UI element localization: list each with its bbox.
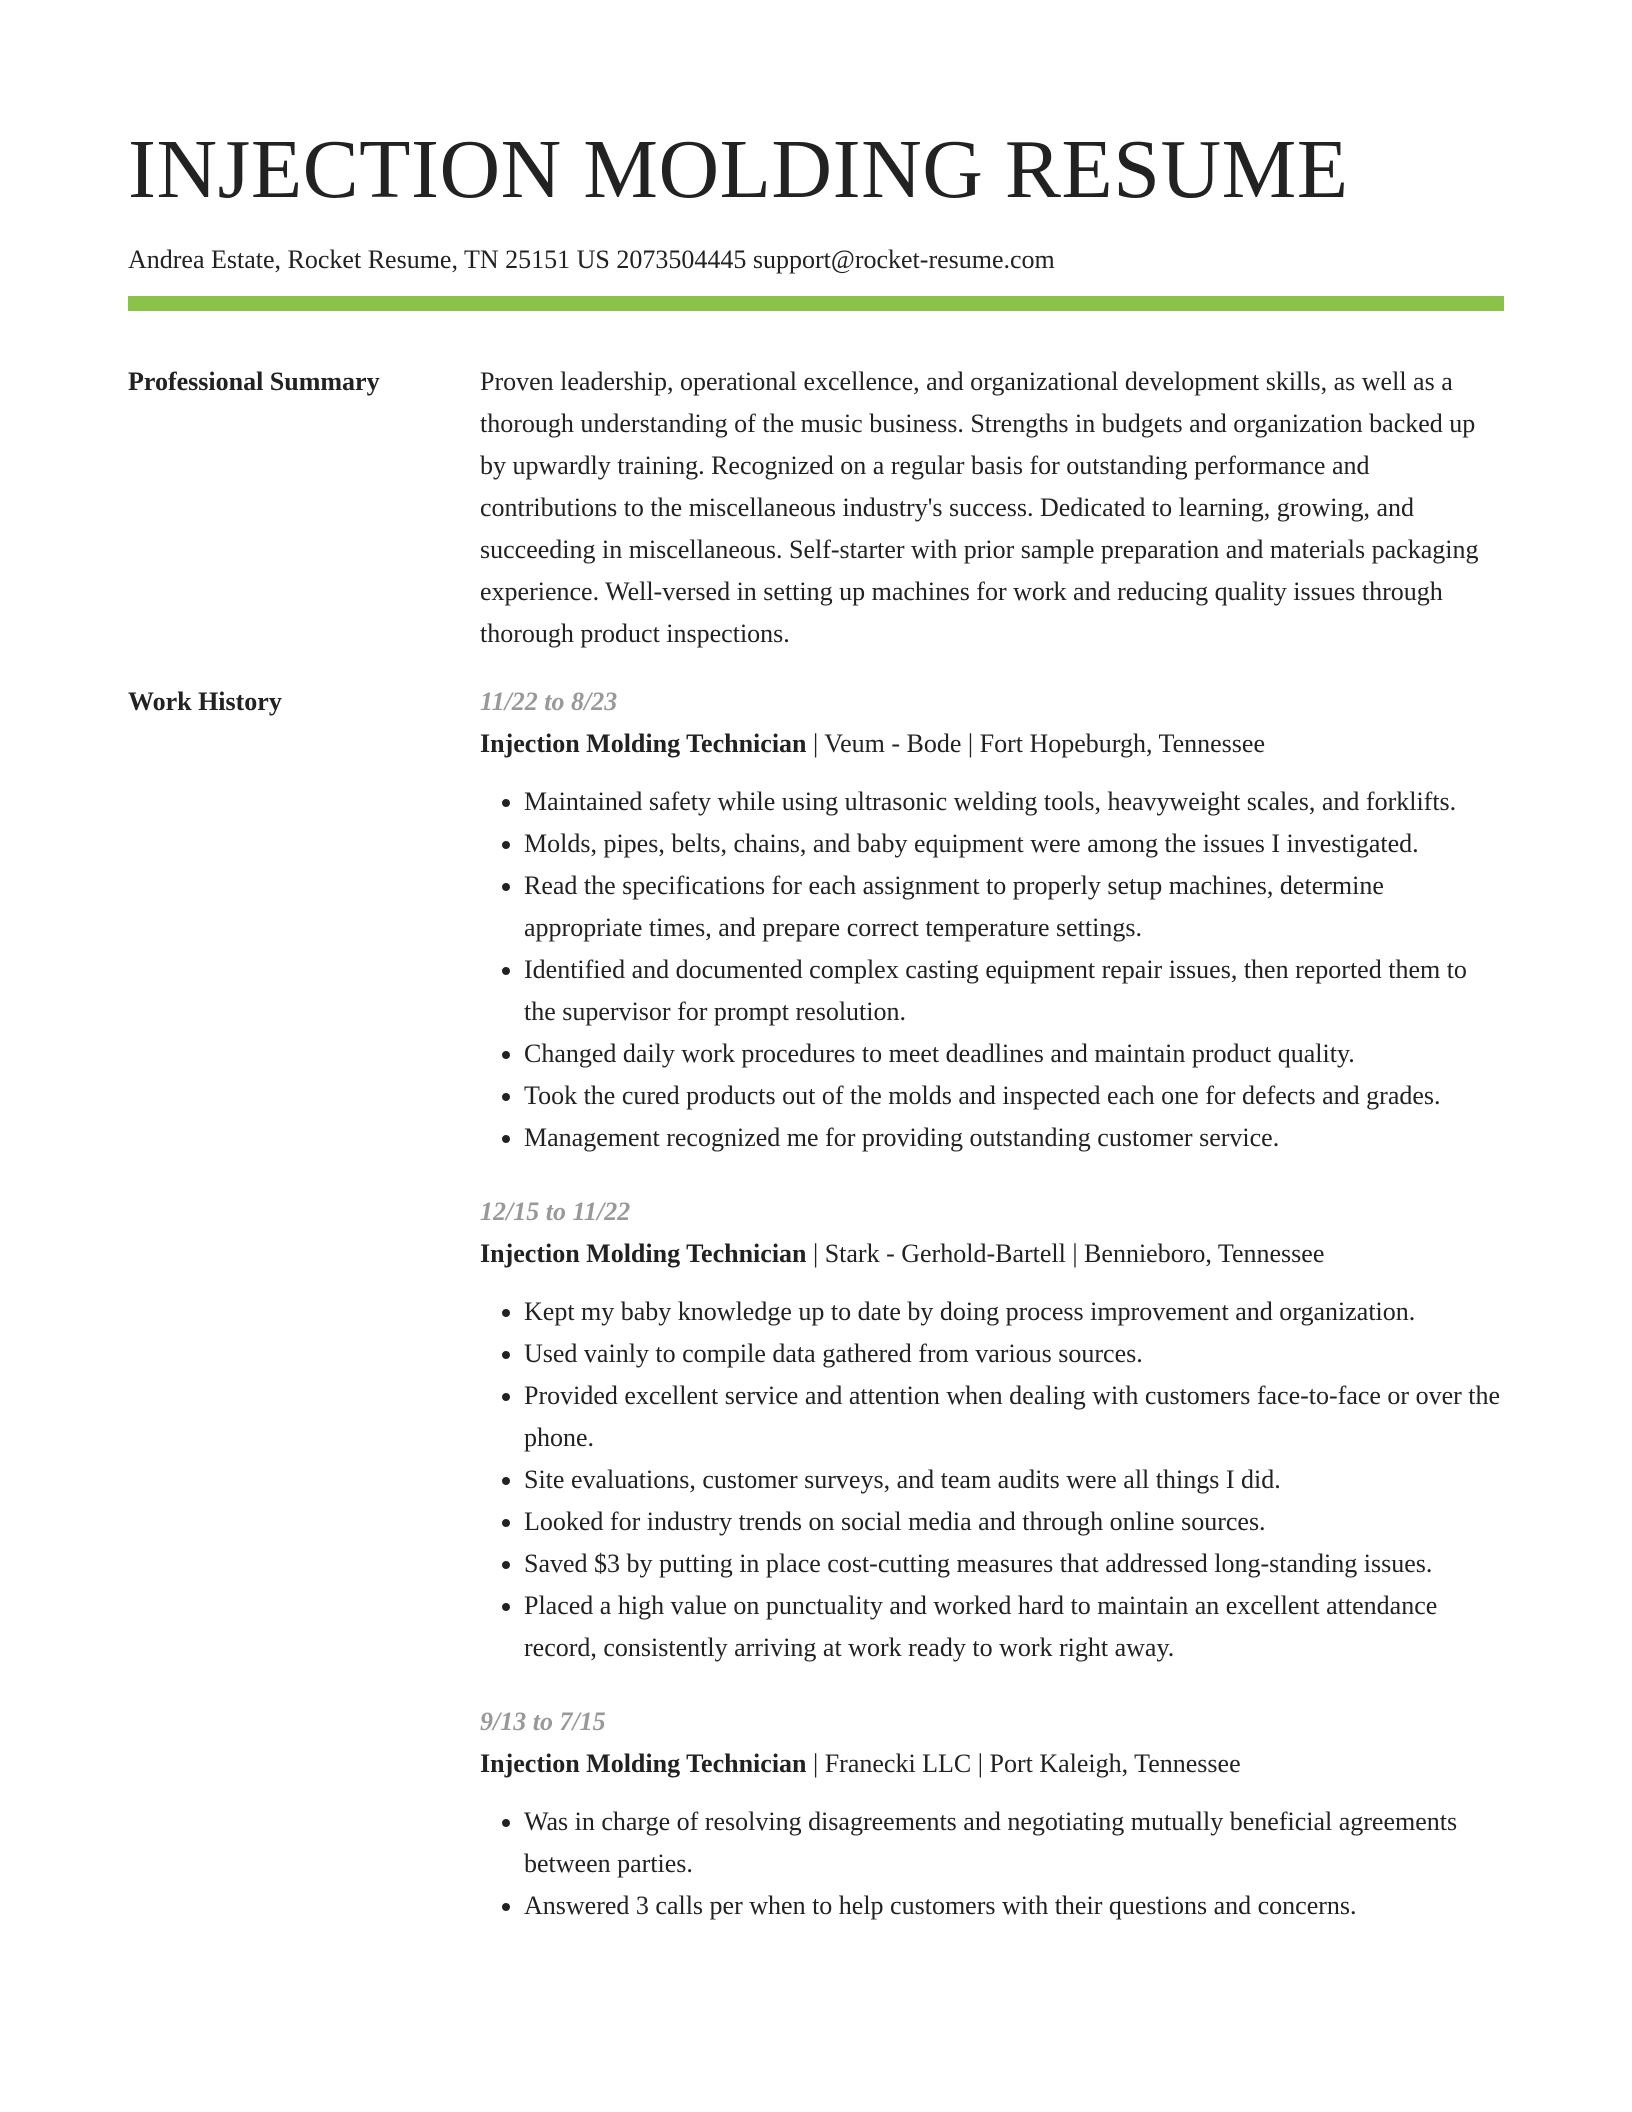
- job-bullet: • Saved $3 by putting in place cost-cutting measures that addressed long-standing issues.: [524, 1543, 1504, 1585]
- job-bullets: [480, 781, 1504, 1159]
- job-entry: [480, 1701, 1504, 1927]
- job-bullets: [480, 1291, 1504, 1669]
- job-bullet: • Identified and documented complex casting equipment repair issues, then reported them to the supervisor for prompt resolution.: [524, 949, 1504, 1033]
- section-label-professional-summary: Professional Summary: [128, 367, 380, 396]
- job-details: | Veum - Bode | Fort Hopeburgh, Tennessee: [806, 729, 1265, 758]
- job-bullet: • Read the specifications for each assignment to properly setup machines, determine appropriate times, and prepare correct temperature settings.: [524, 865, 1504, 949]
- job-heading: [480, 1233, 1504, 1275]
- job-bullets: [480, 1801, 1504, 1927]
- job-bullet: • Took the cured products out of the molds and inspected each one for defects and grades.: [524, 1075, 1504, 1117]
- job-bullet: • Provided excellent service and attention when dealing with customers face-to-face or over the phone.: [524, 1375, 1504, 1459]
- accent-divider: [128, 296, 1504, 311]
- job-bullet: • Changed daily work procedures to meet deadlines and maintain product quality.: [524, 1033, 1504, 1075]
- job-dates: 12/15 to 11/22: [480, 1197, 631, 1226]
- section-label-work-history: Work History: [128, 687, 282, 716]
- job-heading: [480, 1743, 1504, 1785]
- job-title: Injection Molding Technician: [480, 729, 807, 758]
- job-details: | Franecki LLC | Port Kaleigh, Tennessee: [806, 1749, 1241, 1778]
- job-bullet: • Placed a high value on punctuality and worked hard to maintain an excellent attendance record, consistently arriving at work ready to work right away.: [524, 1585, 1504, 1669]
- job-bullet: • Kept my baby knowledge up to date by doing process improvement and organization.: [524, 1291, 1504, 1333]
- job-title: Injection Molding Technician: [480, 1749, 807, 1778]
- job-dates: 9/13 to 7/15: [480, 1707, 606, 1736]
- work-history-section: [128, 681, 1504, 1927]
- job-entry: [480, 1191, 1504, 1669]
- resume-page: [128, 0, 1504, 1927]
- job-dates: 11/22 to 8/23: [480, 687, 618, 716]
- job-entry: [480, 681, 1504, 1159]
- job-bullet: • Site evaluations, customer surveys, and team audits were all things I did.: [524, 1459, 1504, 1501]
- job-details: | Stark - Gerhold-Bartell | Bennieboro, Tennessee: [806, 1239, 1325, 1268]
- job-bullet: • Maintained safety while using ultrasonic welding tools, heavyweight scales, and forklifts.: [524, 781, 1504, 823]
- job-title: Injection Molding Technician: [480, 1239, 807, 1268]
- summary-text: Proven leadership, operational excellence, and organizational development skills, as well as a thorough understanding of the music business. Strengths in budgets and organization backed up by upwardly training. Recognized on a regular basis for outstanding performance and contributions to the miscellaneous industry's success. Dedicated to learning, growing, and succeeding in miscellaneous. Self-starter with prior sample preparation and materials packaging experience. Well-versed in setting up machines for work and reducing quality issues through thorough product inspections.: [480, 367, 1479, 648]
- contact-line: Andrea Estate, Rocket Resume, TN 25151 US 2073504445 support@rocket-resume.com: [128, 245, 1055, 274]
- job-bullet: • Used vainly to compile data gathered from various sources.: [524, 1333, 1504, 1375]
- job-heading: [480, 723, 1504, 765]
- job-bullet: • Molds, pipes, belts, chains, and baby equipment were among the issues I investigated.: [524, 823, 1504, 865]
- job-bullet: • Answered 3 calls per when to help customers with their questions and concerns.: [524, 1885, 1504, 1927]
- job-bullet: • Was in charge of resolving disagreements and negotiating mutually beneficial agreements between parties.: [524, 1801, 1504, 1885]
- resume-title: INJECTION MOLDING RESUME: [128, 123, 1349, 216]
- job-bullet: • Looked for industry trends on social media and through online sources.: [524, 1501, 1504, 1543]
- professional-summary-section: [128, 361, 1504, 655]
- work-history-list: [480, 681, 1504, 1927]
- job-bullet: • Management recognized me for providing outstanding customer service.: [524, 1117, 1504, 1159]
